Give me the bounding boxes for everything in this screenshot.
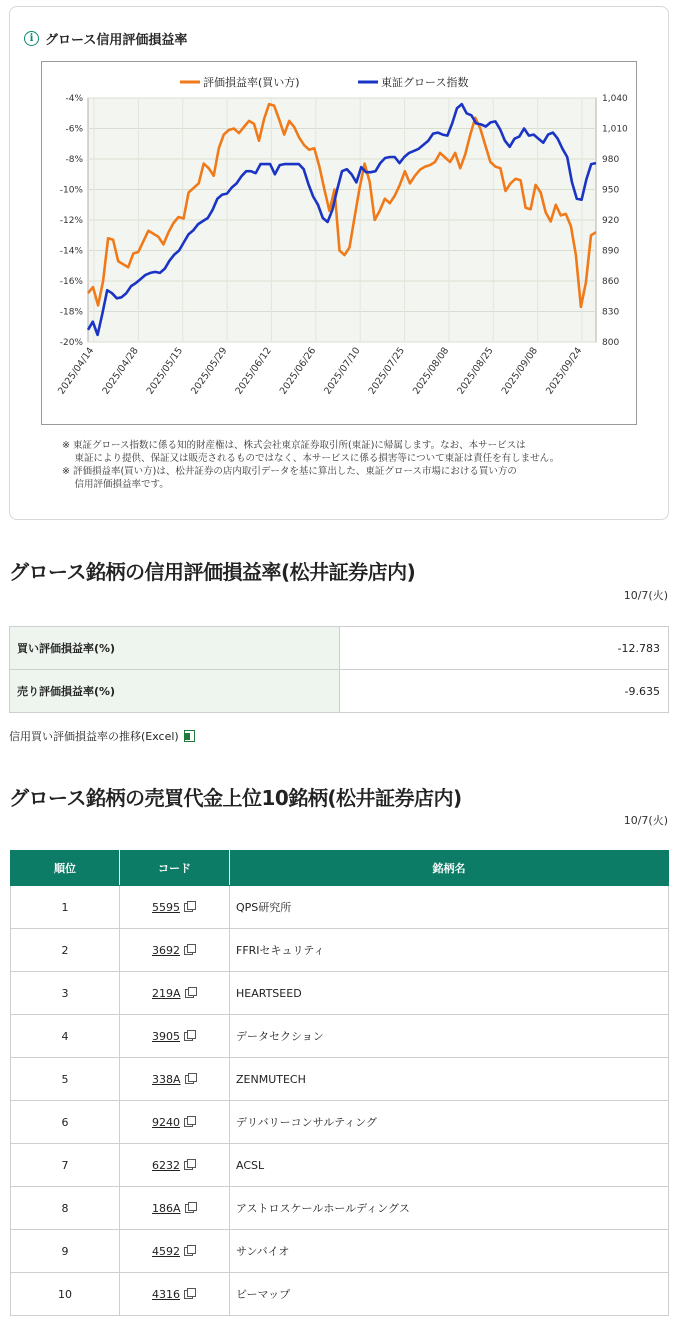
eval-date: 10/7(火) xyxy=(623,589,668,602)
x-tick-label: 2025/09/24 xyxy=(544,345,585,397)
note-line: ※ 評価損益率(買い方)は、松井証券の店内取引データを基に算出した、東証グロース市場における買い方の xyxy=(62,466,517,477)
table-row xyxy=(11,929,669,972)
right-tick-label: 980 xyxy=(602,155,620,165)
stock-code-link[interactable]: 3905 xyxy=(152,1029,180,1043)
rank-date: 10/7(火) xyxy=(623,814,668,827)
copy-icon[interactable] xyxy=(184,1030,195,1041)
rank-section-title: グロース銘柄の売買代金上位10銘柄(松井証券店内) xyxy=(9,786,462,810)
x-tick-label: 2025/08/08 xyxy=(410,345,452,397)
stock-name-cell: アストロスケールホールディングス xyxy=(230,1187,669,1230)
x-tick-label: 2025/06/12 xyxy=(233,345,274,397)
left-tick-label: -16% xyxy=(59,277,83,287)
sell-eval-label: 売り評価損益率(%) xyxy=(10,670,340,713)
legend-label: 東証グロース指数 xyxy=(381,76,469,89)
rank-table xyxy=(10,850,669,1316)
sell-eval-value: -9.635 xyxy=(340,670,669,713)
note-line: 信用評価損益率です。 xyxy=(62,479,169,490)
code-cell xyxy=(120,1187,230,1230)
stock-name-cell: サンバイオ xyxy=(230,1230,669,1273)
eval-table xyxy=(9,626,669,713)
x-tick-label: 2025/06/26 xyxy=(277,345,319,397)
rank-cell: 4 xyxy=(11,1015,120,1058)
x-tick-label: 2025/04/28 xyxy=(100,345,141,397)
x-tick-label: 2025/04/14 xyxy=(56,345,97,397)
rank-cell: 10 xyxy=(11,1273,120,1316)
table-row xyxy=(11,1101,669,1144)
copy-icon[interactable] xyxy=(185,1073,196,1084)
stock-name-cell: データセクション xyxy=(230,1015,669,1058)
code-cell xyxy=(120,1101,230,1144)
buy-eval-label: 買い評価損益率(%) xyxy=(10,627,340,670)
copy-icon[interactable] xyxy=(184,1159,195,1170)
stock-name-cell: ACSL xyxy=(230,1144,669,1187)
x-tick-label: 2025/05/29 xyxy=(189,345,230,397)
left-tick-label: -4% xyxy=(65,94,83,104)
stock-code-link[interactable]: 3692 xyxy=(152,943,180,957)
left-tick-label: -20% xyxy=(59,338,83,348)
note-line: ※ 東証グロース指数に係る知的財産権は、株式会社東京証券取引所(東証)に帰属します。なお、本サービスは xyxy=(62,440,526,451)
stock-name-cell: QPS研究所 xyxy=(230,886,669,929)
table-row xyxy=(10,627,669,670)
header-name: 銘柄名 xyxy=(230,851,669,886)
stock-name-cell: デリバリーコンサルティング xyxy=(230,1101,669,1144)
table-row xyxy=(11,1273,669,1316)
left-tick-label: -10% xyxy=(59,185,83,196)
right-tick-label: 950 xyxy=(602,185,620,196)
excel-icon[interactable] xyxy=(184,730,195,742)
stock-code-link[interactable]: 5595 xyxy=(152,900,180,914)
chart-title-text: グロース信用評価損益率 xyxy=(45,33,188,48)
right-tick-label: 890 xyxy=(602,246,620,257)
stock-name-cell: ビーマップ xyxy=(230,1273,669,1316)
copy-icon[interactable] xyxy=(184,901,195,912)
stock-code-link[interactable]: 186A xyxy=(152,1201,181,1215)
stock-name-cell: ZENMUTECH xyxy=(230,1058,669,1101)
table-row xyxy=(10,670,669,713)
info-icon[interactable]: i xyxy=(24,31,39,46)
rank-cell: 2 xyxy=(11,929,120,972)
table-row xyxy=(11,1015,669,1058)
right-tick-label: 1,010 xyxy=(602,124,628,135)
right-tick-label: 830 xyxy=(602,307,620,318)
copy-icon[interactable] xyxy=(184,1116,195,1127)
stock-code-link[interactable]: 9240 xyxy=(152,1115,180,1129)
code-cell xyxy=(120,1144,230,1187)
right-tick-label: 800 xyxy=(602,338,620,348)
x-tick-label: 2025/09/08 xyxy=(499,345,541,397)
left-tick-label: -14% xyxy=(59,246,83,257)
copy-icon[interactable] xyxy=(185,1202,196,1213)
copy-icon[interactable] xyxy=(185,987,196,998)
copy-icon[interactable] xyxy=(184,944,195,955)
header-code: コード xyxy=(120,851,230,886)
stock-code-link[interactable]: 219A xyxy=(152,986,181,1000)
table-row xyxy=(11,1230,669,1273)
line-chart xyxy=(42,62,636,424)
left-tick-label: -8% xyxy=(65,155,83,165)
table-row xyxy=(11,972,669,1015)
stock-name-cell: FFRIセキュリティ xyxy=(230,929,669,972)
table-header-row xyxy=(11,851,669,886)
chart-card xyxy=(9,6,669,520)
rank-cell: 1 xyxy=(11,886,120,929)
rank-cell: 5 xyxy=(11,1058,120,1101)
table-row xyxy=(11,1144,669,1187)
code-cell xyxy=(120,1273,230,1316)
code-cell xyxy=(120,886,230,929)
excel-link-text[interactable]: 信用買い評価損益率の推移(Excel) xyxy=(9,730,179,743)
chart-card-title xyxy=(24,29,187,48)
left-tick-label: -18% xyxy=(59,307,83,318)
code-cell xyxy=(120,929,230,972)
stock-code-link[interactable]: 6232 xyxy=(152,1158,180,1172)
stock-code-link[interactable]: 4316 xyxy=(152,1287,180,1301)
chart-notes xyxy=(62,439,658,491)
stock-code-link[interactable]: 338A xyxy=(152,1072,181,1086)
code-cell xyxy=(120,1015,230,1058)
rank-cell: 3 xyxy=(11,972,120,1015)
x-tick-label: 2025/07/10 xyxy=(322,345,363,397)
table-row xyxy=(11,1058,669,1101)
copy-icon[interactable] xyxy=(184,1288,195,1299)
stock-name-cell: HEARTSEED xyxy=(230,972,669,1015)
eval-section-title: グロース銘柄の信用評価損益率(松井証券店内) xyxy=(9,560,416,584)
right-tick-label: 1,040 xyxy=(602,94,628,104)
x-tick-label: 2025/07/25 xyxy=(366,345,408,397)
header-rank: 順位 xyxy=(11,851,120,886)
code-cell xyxy=(120,972,230,1015)
rank-cell: 6 xyxy=(11,1101,120,1144)
excel-download-link[interactable] xyxy=(9,728,195,744)
right-tick-label: 860 xyxy=(602,277,620,287)
rank-cell: 7 xyxy=(11,1144,120,1187)
buy-eval-value: -12.783 xyxy=(340,627,669,670)
left-tick-label: -6% xyxy=(65,124,83,135)
stock-code-link[interactable]: 4592 xyxy=(152,1244,180,1258)
legend-label: 評価損益率(買い方) xyxy=(203,76,300,89)
left-tick-label: -12% xyxy=(59,216,83,226)
x-tick-label: 2025/08/25 xyxy=(455,345,496,397)
note-line: 東証により提供、保証又は販売されるものではなく、本サービスに係る損害等について東証は責任を有しません。 xyxy=(62,453,560,464)
table-row xyxy=(11,886,669,929)
rank-cell: 8 xyxy=(11,1187,120,1230)
table-row xyxy=(11,1187,669,1230)
right-tick-label: 920 xyxy=(602,216,620,226)
code-cell xyxy=(120,1058,230,1101)
code-cell xyxy=(120,1230,230,1273)
chart-frame xyxy=(41,61,637,425)
rank-cell: 9 xyxy=(11,1230,120,1273)
copy-icon[interactable] xyxy=(184,1245,195,1256)
x-tick-label: 2025/05/15 xyxy=(144,345,186,397)
